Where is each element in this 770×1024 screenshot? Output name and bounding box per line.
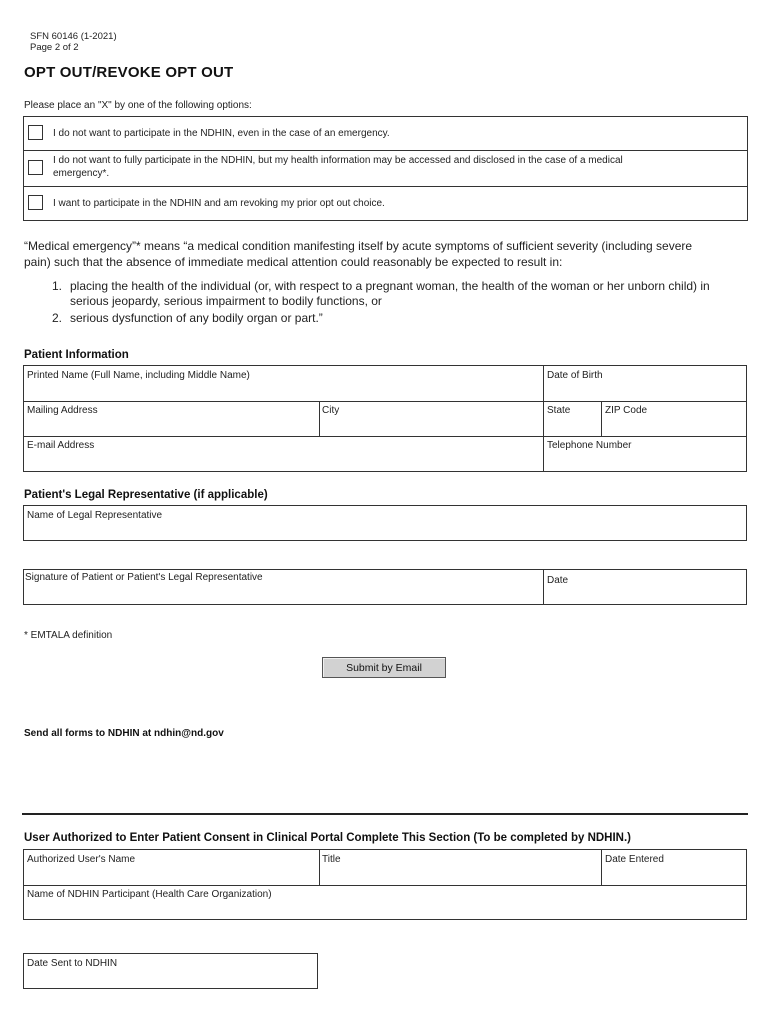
- list-item-line2: serious jeopardy, serious impairment to bodily functions, or: [70, 294, 382, 308]
- submit-by-email-button[interactable]: Submit by Email: [322, 657, 446, 678]
- column-divider: [601, 850, 602, 885]
- option-checkbox-2[interactable]: [28, 160, 43, 175]
- row-divider: [24, 401, 746, 402]
- date-of-birth-field[interactable]: Date of Birth: [547, 370, 603, 381]
- row-divider: [24, 436, 746, 437]
- printed-name-field[interactable]: Printed Name (Full Name, including Middle Name): [27, 370, 250, 381]
- section-divider: [22, 813, 748, 815]
- patient-info-table: [23, 365, 747, 472]
- page-indicator: Page 2 of 2: [30, 42, 79, 53]
- column-divider: [319, 850, 320, 885]
- authorized-user-heading: User Authorized to Enter Patient Consent in Clinical Portal Complete This Section (To be completed by NDHIN.): [24, 832, 632, 844]
- row-divider: [24, 885, 746, 886]
- send-forms-note: Send all forms to NDHIN at ndhin@nd.gov: [24, 728, 224, 739]
- definition-line1: “Medical emergency”* means “a medical condition manifesting itself by acute symptoms of sufficient severity (including severe: [24, 239, 693, 253]
- definition-line2: pain) such that the absence of immediate medical attention could reasonably be expected to result in:: [24, 255, 563, 269]
- email-field[interactable]: E-mail Address: [27, 440, 95, 451]
- signature-date-field[interactable]: Date: [547, 575, 569, 586]
- option-label: I do not want to participate in the NDHIN, even in the case of an emergency.: [53, 128, 390, 139]
- instructions: Please place an "X" by one of the following options:: [24, 100, 252, 111]
- medical-emergency-definition: [24, 238, 750, 270]
- signature-field[interactable]: Signature of Patient or Patient's Legal Representative: [25, 572, 263, 583]
- options-list: [23, 116, 748, 221]
- option-no-participation: [24, 117, 747, 150]
- form-number: SFN 60146 (1-2021): [30, 31, 117, 42]
- representative-heading: Patient's Legal Representative (if applicable): [24, 489, 268, 501]
- list-item-number: 1.: [52, 279, 63, 293]
- column-divider: [543, 366, 544, 471]
- date-sent-field[interactable]: Date Sent to NDHIN: [27, 958, 118, 969]
- zip-code-field[interactable]: ZIP Code: [605, 405, 648, 416]
- list-item-number: 2.: [52, 311, 63, 325]
- list-item: serious dysfunction of any bodily organ or part.”: [70, 311, 323, 325]
- column-divider: [601, 401, 602, 436]
- option-label: I want to participate in the NDHIN and am revoking my prior opt out choice.: [53, 198, 385, 209]
- authorized-user-table: [23, 849, 747, 920]
- option-checkbox-1[interactable]: [28, 125, 43, 140]
- patient-info-heading: Patient Information: [24, 349, 129, 361]
- option-label-line1: I do not want to fully participate in the NDHIN, but my health information may be accessed and disclosed in the case of a medical: [53, 155, 623, 166]
- signature-box: [23, 569, 747, 605]
- form-header: [30, 31, 117, 53]
- representative-name-box: [23, 505, 747, 541]
- option-label: [53, 154, 623, 180]
- column-divider: [319, 401, 320, 436]
- authorized-user-name-field[interactable]: Authorized User's Name: [27, 854, 136, 865]
- page-title: OPT OUT/REVOKE OPT OUT: [24, 64, 234, 81]
- column-divider: [543, 570, 544, 604]
- option-checkbox-3[interactable]: [28, 195, 43, 210]
- option-revoke: [24, 186, 747, 220]
- mailing-address-field[interactable]: Mailing Address: [27, 405, 98, 416]
- representative-name-field[interactable]: Name of Legal Representative: [27, 510, 163, 521]
- date-sent-box: [23, 953, 318, 989]
- emtala-note: * EMTALA definition: [24, 630, 113, 641]
- option-label-line2: emergency*.: [53, 168, 110, 179]
- list-item-line1: placing the health of the individual (or, with respect to a pregnant woman, the health of the woman or her unborn child) in: [70, 279, 710, 293]
- date-entered-field[interactable]: Date Entered: [605, 854, 664, 865]
- list-item: [70, 279, 710, 309]
- city-field[interactable]: City: [322, 405, 340, 416]
- telephone-field[interactable]: Telephone Number: [547, 440, 632, 451]
- state-field[interactable]: State: [547, 405, 571, 416]
- option-emergency-only: [24, 150, 747, 186]
- participant-name-field[interactable]: Name of NDHIN Participant (Health Care Organization): [27, 889, 272, 900]
- title-field[interactable]: Title: [322, 854, 341, 865]
